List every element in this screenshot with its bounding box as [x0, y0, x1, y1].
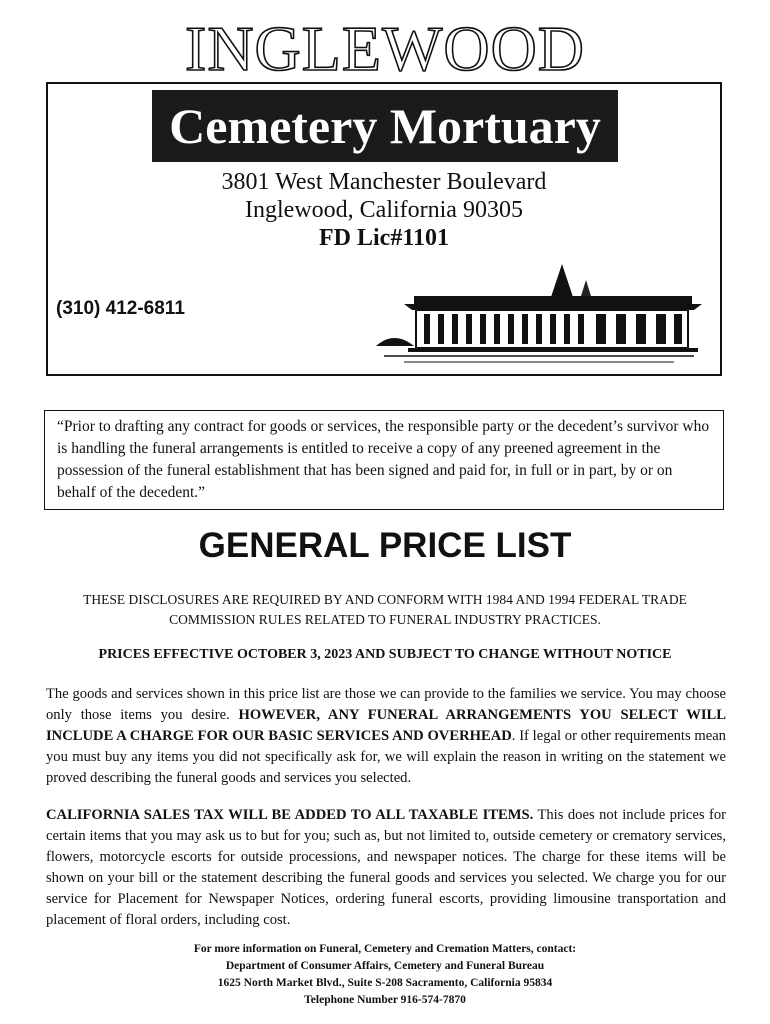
ftc-disclosure: THESE DISCLOSURES ARE REQUIRED BY AND CONFORM WITH 1984 AND 1994 FEDERAL TRADE COMMISSION RULES RELATED TO FUNERAL INDUSTRY PRACTICES.: [83, 592, 687, 627]
brand-name: INGLEWOOD: [185, 13, 585, 84]
paragraph-sales-tax: [46, 805, 726, 931]
paragraph-goods-services: [46, 684, 726, 789]
contact-footer: [0, 941, 770, 1009]
building-illustration: [374, 260, 704, 368]
license-number: FD Lic#1101: [319, 225, 449, 251]
paragraph-2-bold: CALIFORNIA SALES TAX WILL BE ADDED TO ALL TAXABLE ITEMS.: [46, 807, 534, 823]
footer-line-4: Telephone Number 916-574-7870: [304, 994, 466, 1006]
paragraph-1-bold: HOWEVER, ANY FUNERAL ARRANGEMENTS YOU SELECT WILL INCLUDE A CHARGE FOR OUR BASIC SERVICES AND OVERHEAD: [46, 707, 727, 744]
paragraph-2-rest: This does not include prices for certain items that you may ask us to but for you; such as, but not limited to, outside cemetery or crematory services, flowers, motorcycle escorts for outside processions, and newspaper notices. The charge for these items will be shown on your bill or the statement describing the funeral goods and services you selected. We charge you for our service for Placement for Newspaper Notices, ordering funeral escorts, providing limousine transportation and placement of floral orders, including cost.: [46, 807, 726, 928]
paragraph-1-rest: . If legal or other requirements mean you must buy any items you did not specifically ask for, we will explain the reason in writing on the statement we proved describing the funeral goods and services you selected.: [46, 728, 726, 786]
address-line-2: Inglewood, California 90305: [245, 197, 523, 223]
paragraph-1-intro: The goods and services shown in this price list are those we can provide to the families we service. You may choose only those items you desire.: [46, 686, 726, 723]
footer-line-3: 1625 North Market Blvd., Suite S-208 Sacramento, California 95834: [217, 977, 553, 989]
footer-line-2: Department of Consumer Affairs, Cemetery and Funeral Bureau: [225, 960, 545, 972]
header-box: [46, 82, 722, 376]
footer-line-1: For more information on Funeral, Cemetery and Cremation Matters, contact:: [193, 943, 577, 955]
phone-number: (310) 412-6811: [56, 298, 185, 319]
effective-date: PRICES EFFECTIVE OCTOBER 3, 2023 AND SUBJECT TO CHANGE WITHOUT NOTICE: [98, 647, 672, 662]
consumer-notice: “Prior to drafting any contract for goods or services, the responsible party or the decedent’s survivor who is handling the funeral arrangements is entitled to receive a copy of any preened agreement in the possession of the funeral establishment that has been signed and paid for, in full or in part, by or on behalf of the decedent.”: [44, 410, 724, 510]
page-title: GENERAL PRICE LIST: [198, 526, 572, 565]
banner-title: Cemetery Mortuary: [152, 90, 618, 162]
address-line-1: 3801 West Manchester Boulevard: [221, 169, 547, 195]
